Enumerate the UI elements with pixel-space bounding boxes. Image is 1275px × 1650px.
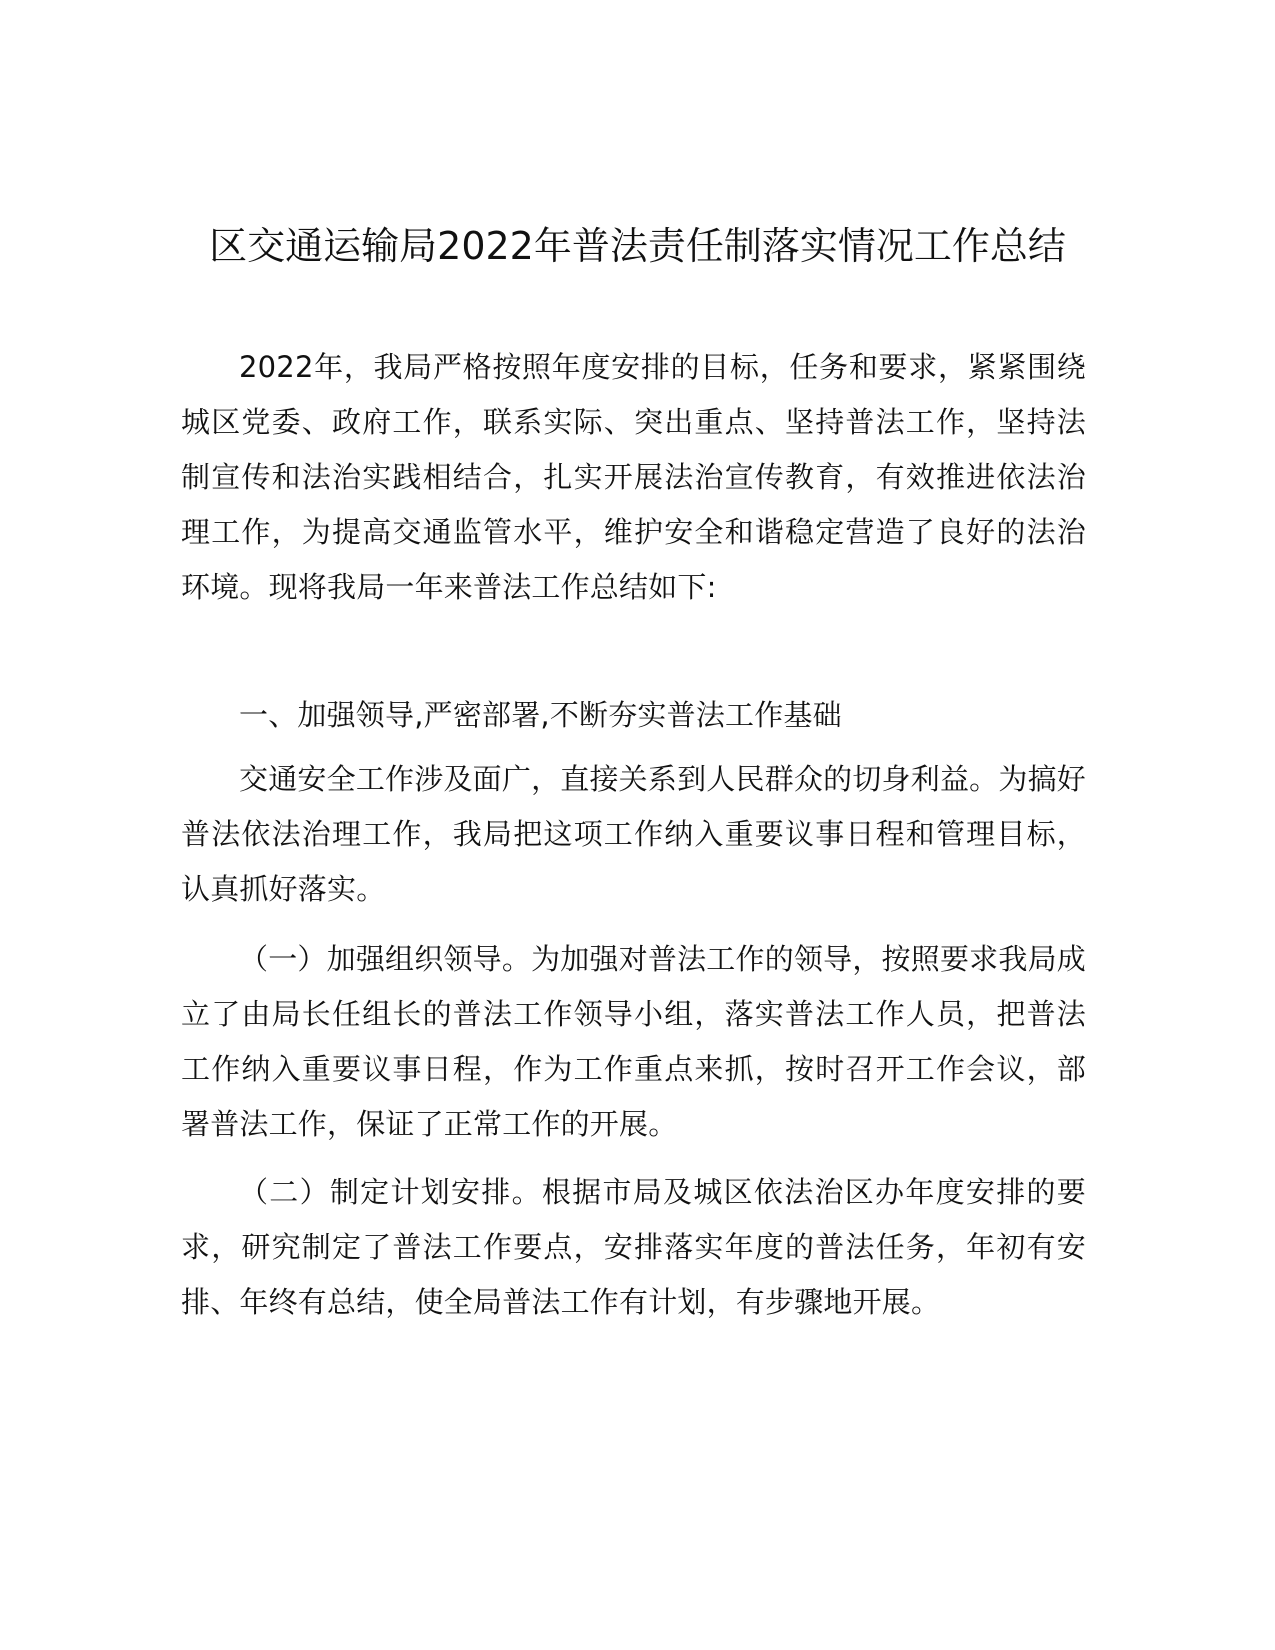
paragraph: （二）制定计划安排。根据市局及城区依法治区办年度安排的要求，研究制定了普法工作要点，安排落实年度的普法任务，年初有安排、年终有总结，使全局普法工作有计划，有步骤地开展。 <box>181 1175 1086 1319</box>
section-heading-text: 一、加强领导,严密部署,不断夯实普法工作基础 <box>239 698 842 732</box>
section-paragraph <box>181 752 1086 917</box>
paragraph: 2022年，我局严格按照年度安排的目标，任务和要求，紧紧围绕城区党委、政府工作，联系实际、突出重点、坚持普法工作，坚持法制宣传和法治实践相结合，扎实开展法治宣传教育，有效推进依法治理工作，为提高交通监管水平，维护安全和谐稳定营造了良好的法治环境。现将我局一年来普法工作总结如下: <box>181 350 1086 604</box>
paragraph: （一）加强组织领导。为加强对普法工作的领导，按照要求我局成立了由局长任组长的普法工作领导小组，落实普法工作人员，把普法工作纳入重要议事日程，作为工作重点来抓，按时召开工作会议，部署普法工作，保证了正常工作的开展。 <box>181 942 1086 1141</box>
subsection-paragraph-2 <box>181 1165 1086 1330</box>
intro-paragraph <box>181 340 1086 615</box>
section-heading <box>181 688 1086 743</box>
paragraph: 交通安全工作涉及面广，直接关系到人民群众的切身利益。为搞好普法依法治理工作，我局把这项工作纳入重要议事日程和管理目标，认真抓好落实。 <box>181 762 1086 906</box>
subsection-paragraph-1 <box>181 932 1086 1152</box>
document-title: 区交通运输局2022年普法责任制落实情况工作总结 <box>209 224 1066 268</box>
